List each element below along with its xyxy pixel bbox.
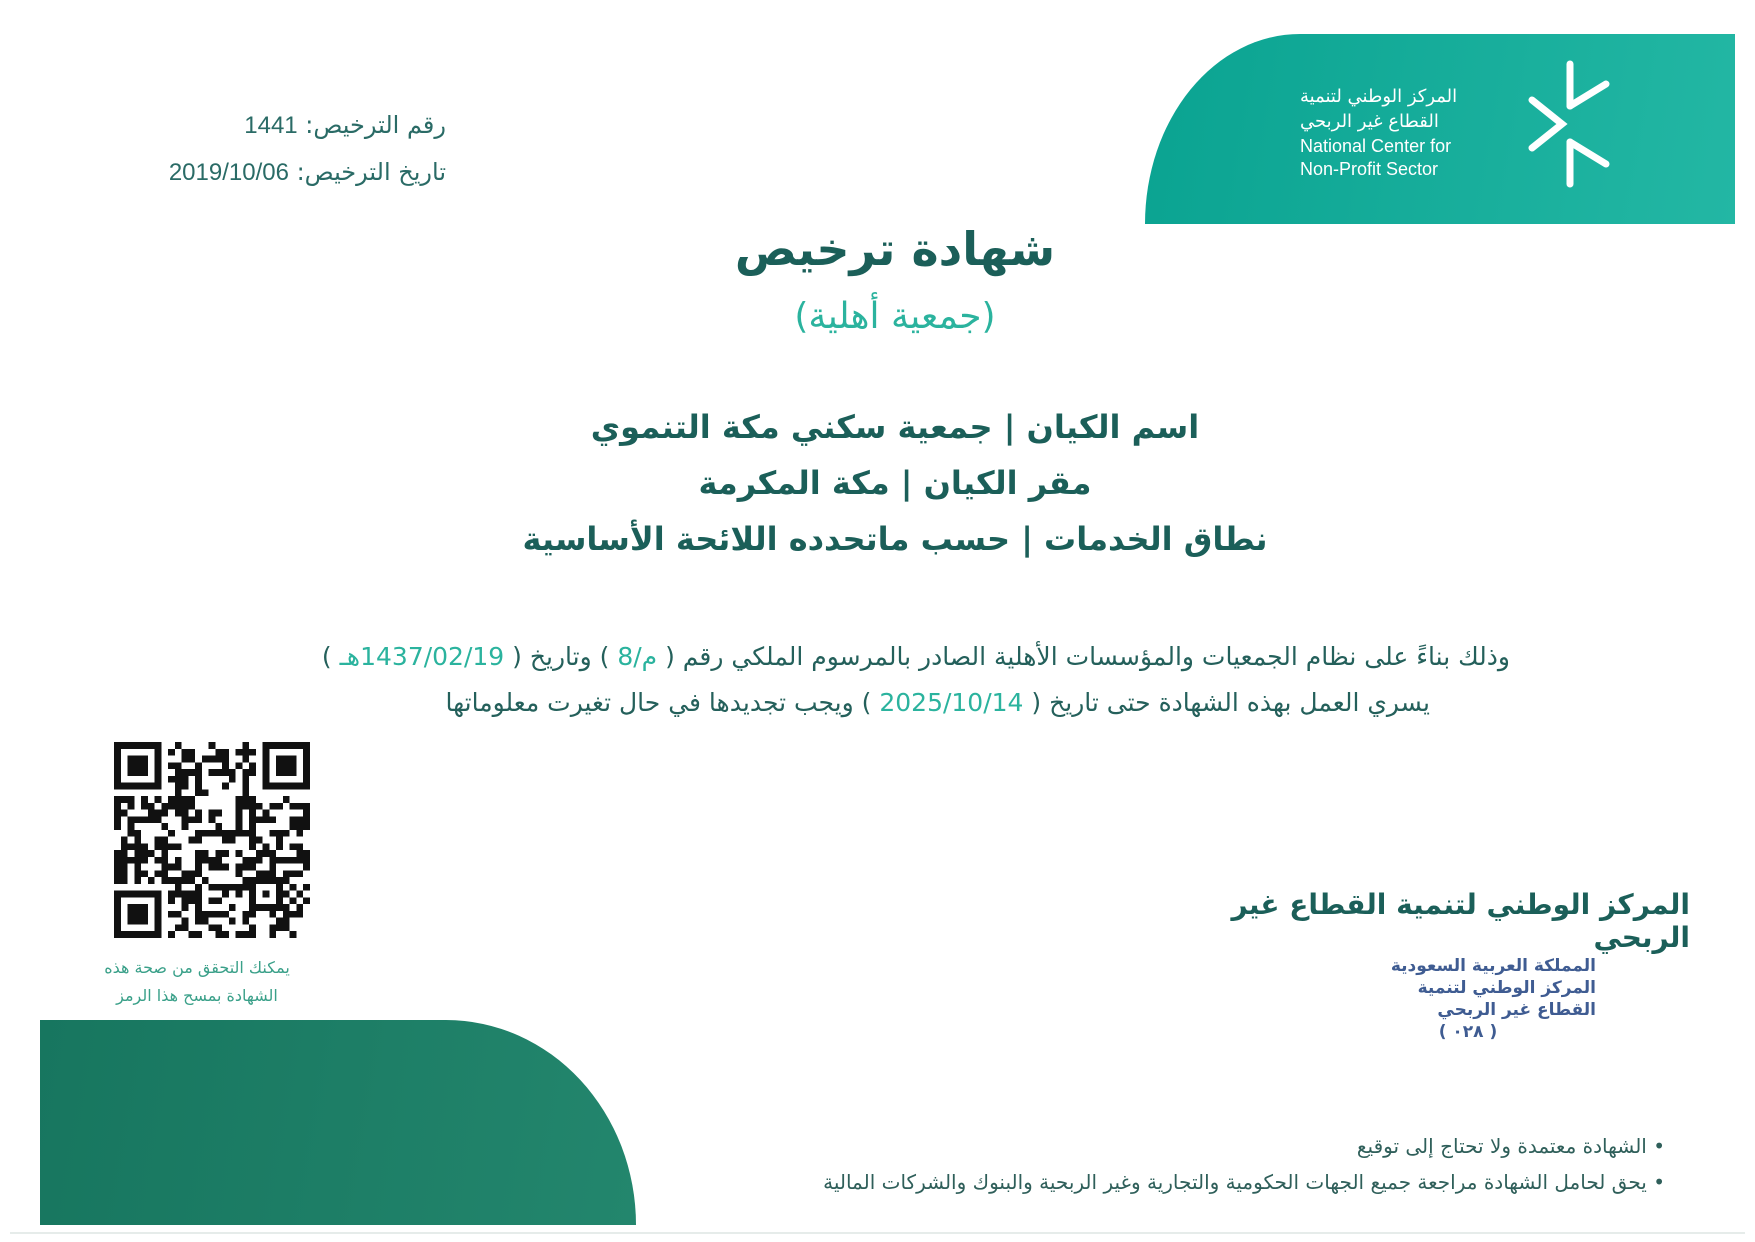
entity-name-label: اسم الكيان [1026, 408, 1200, 446]
stamp-line1: المملكة العربية السعودية [1390, 956, 1596, 976]
stamp-line3: القطاع غير الربحي [1437, 1000, 1596, 1020]
legal-basis-line [300, 642, 1510, 671]
license-number-value: 1441 [244, 112, 298, 139]
entity-hq-line [0, 464, 1755, 502]
certificate-notes [760, 1128, 1665, 1200]
valid-until-date: 2025/10/14 [879, 688, 1024, 717]
legal-line2-post: ) ويجب تجديدها في حال تغيرت معلوماتها [445, 688, 872, 717]
separator: | [1003, 408, 1016, 446]
certificate-title: شهادة ترخيص [734, 222, 1056, 276]
verification-qr-code[interactable] [112, 742, 312, 938]
license-meta [80, 102, 446, 196]
stamp-code: ( ٠٢٨ ) [1438, 1022, 1498, 1042]
official-stamp [1380, 955, 1596, 1043]
qr-caption [82, 954, 312, 1010]
license-date-label: تاريخ الترخيص: [296, 158, 446, 186]
separator: | [1021, 520, 1033, 558]
license-date-row [80, 149, 446, 196]
ncnp-chevron-logo-icon [1522, 60, 1618, 188]
org-logo-text [1300, 86, 1514, 180]
entity-scope-label: نطاق الخدمات [1044, 520, 1268, 558]
legal-line1-post: ) [321, 642, 332, 671]
qr-caption-line2: الشهادة بمسح هذا الرمز [116, 986, 278, 1005]
decree-date: 1437/02/19هـ [339, 642, 505, 671]
entity-scope-line [0, 520, 1755, 558]
entity-name-value: جمعية سكني مكة التنموي [590, 408, 993, 446]
issuer-name: المركز الوطني لتنمية القطاع غير الربحي [1231, 888, 1690, 954]
footer-band [40, 1020, 636, 1225]
qr-caption-line1: يمكنك التحقق من صحة هذه [104, 958, 290, 977]
org-name-ar-line1: المركز الوطني لتنمية [1300, 86, 1458, 107]
stamp-line2: المركز الوطني لتنمية [1417, 978, 1596, 998]
legal-line1-pre: وذلك بناءً على نظام الجمعيات والمؤسسات الأهلية الصادر بالمرسوم الملكي رقم ( [665, 642, 1510, 671]
decree-number: م/8 [617, 642, 658, 671]
org-name-en-line1: National Center for [1300, 136, 1452, 156]
note-item: • يحق لحامل الشهادة مراجعة جميع الجهات الحكومية والتجارية وغير الربحية والبنوك والشركات المالية [760, 1164, 1665, 1200]
org-name-ar-line2: القطاع غير الربحي [1300, 110, 1439, 132]
bottom-divider [10, 1232, 1745, 1234]
certificate-subtitle: (جمعية أهلية) [794, 296, 996, 337]
legal-line2-pre: يسري العمل بهذه الشهادة حتى تاريخ ( [1031, 688, 1430, 717]
license-number-label: رقم الترخيص: [305, 111, 446, 139]
legal-line1-mid: ) وتاريخ ( [512, 642, 610, 671]
separator: | [900, 464, 913, 502]
org-name-en-line2: Non-Profit Sector [1300, 158, 1439, 179]
license-date-value: 2019/10/06 [168, 159, 289, 186]
entity-name-line [0, 408, 1755, 446]
entity-hq-value: مكة المكرمة [698, 464, 890, 502]
entity-scope-value: حسب ماتحدده اللائحة الأساسية [522, 520, 1011, 558]
validity-line [320, 688, 1430, 717]
note-item: • الشهادة معتمدة ولا تحتاج إلى توقيع [760, 1128, 1665, 1164]
license-number-row [80, 102, 446, 149]
entity-hq-label: مقر الكيان [923, 464, 1092, 502]
